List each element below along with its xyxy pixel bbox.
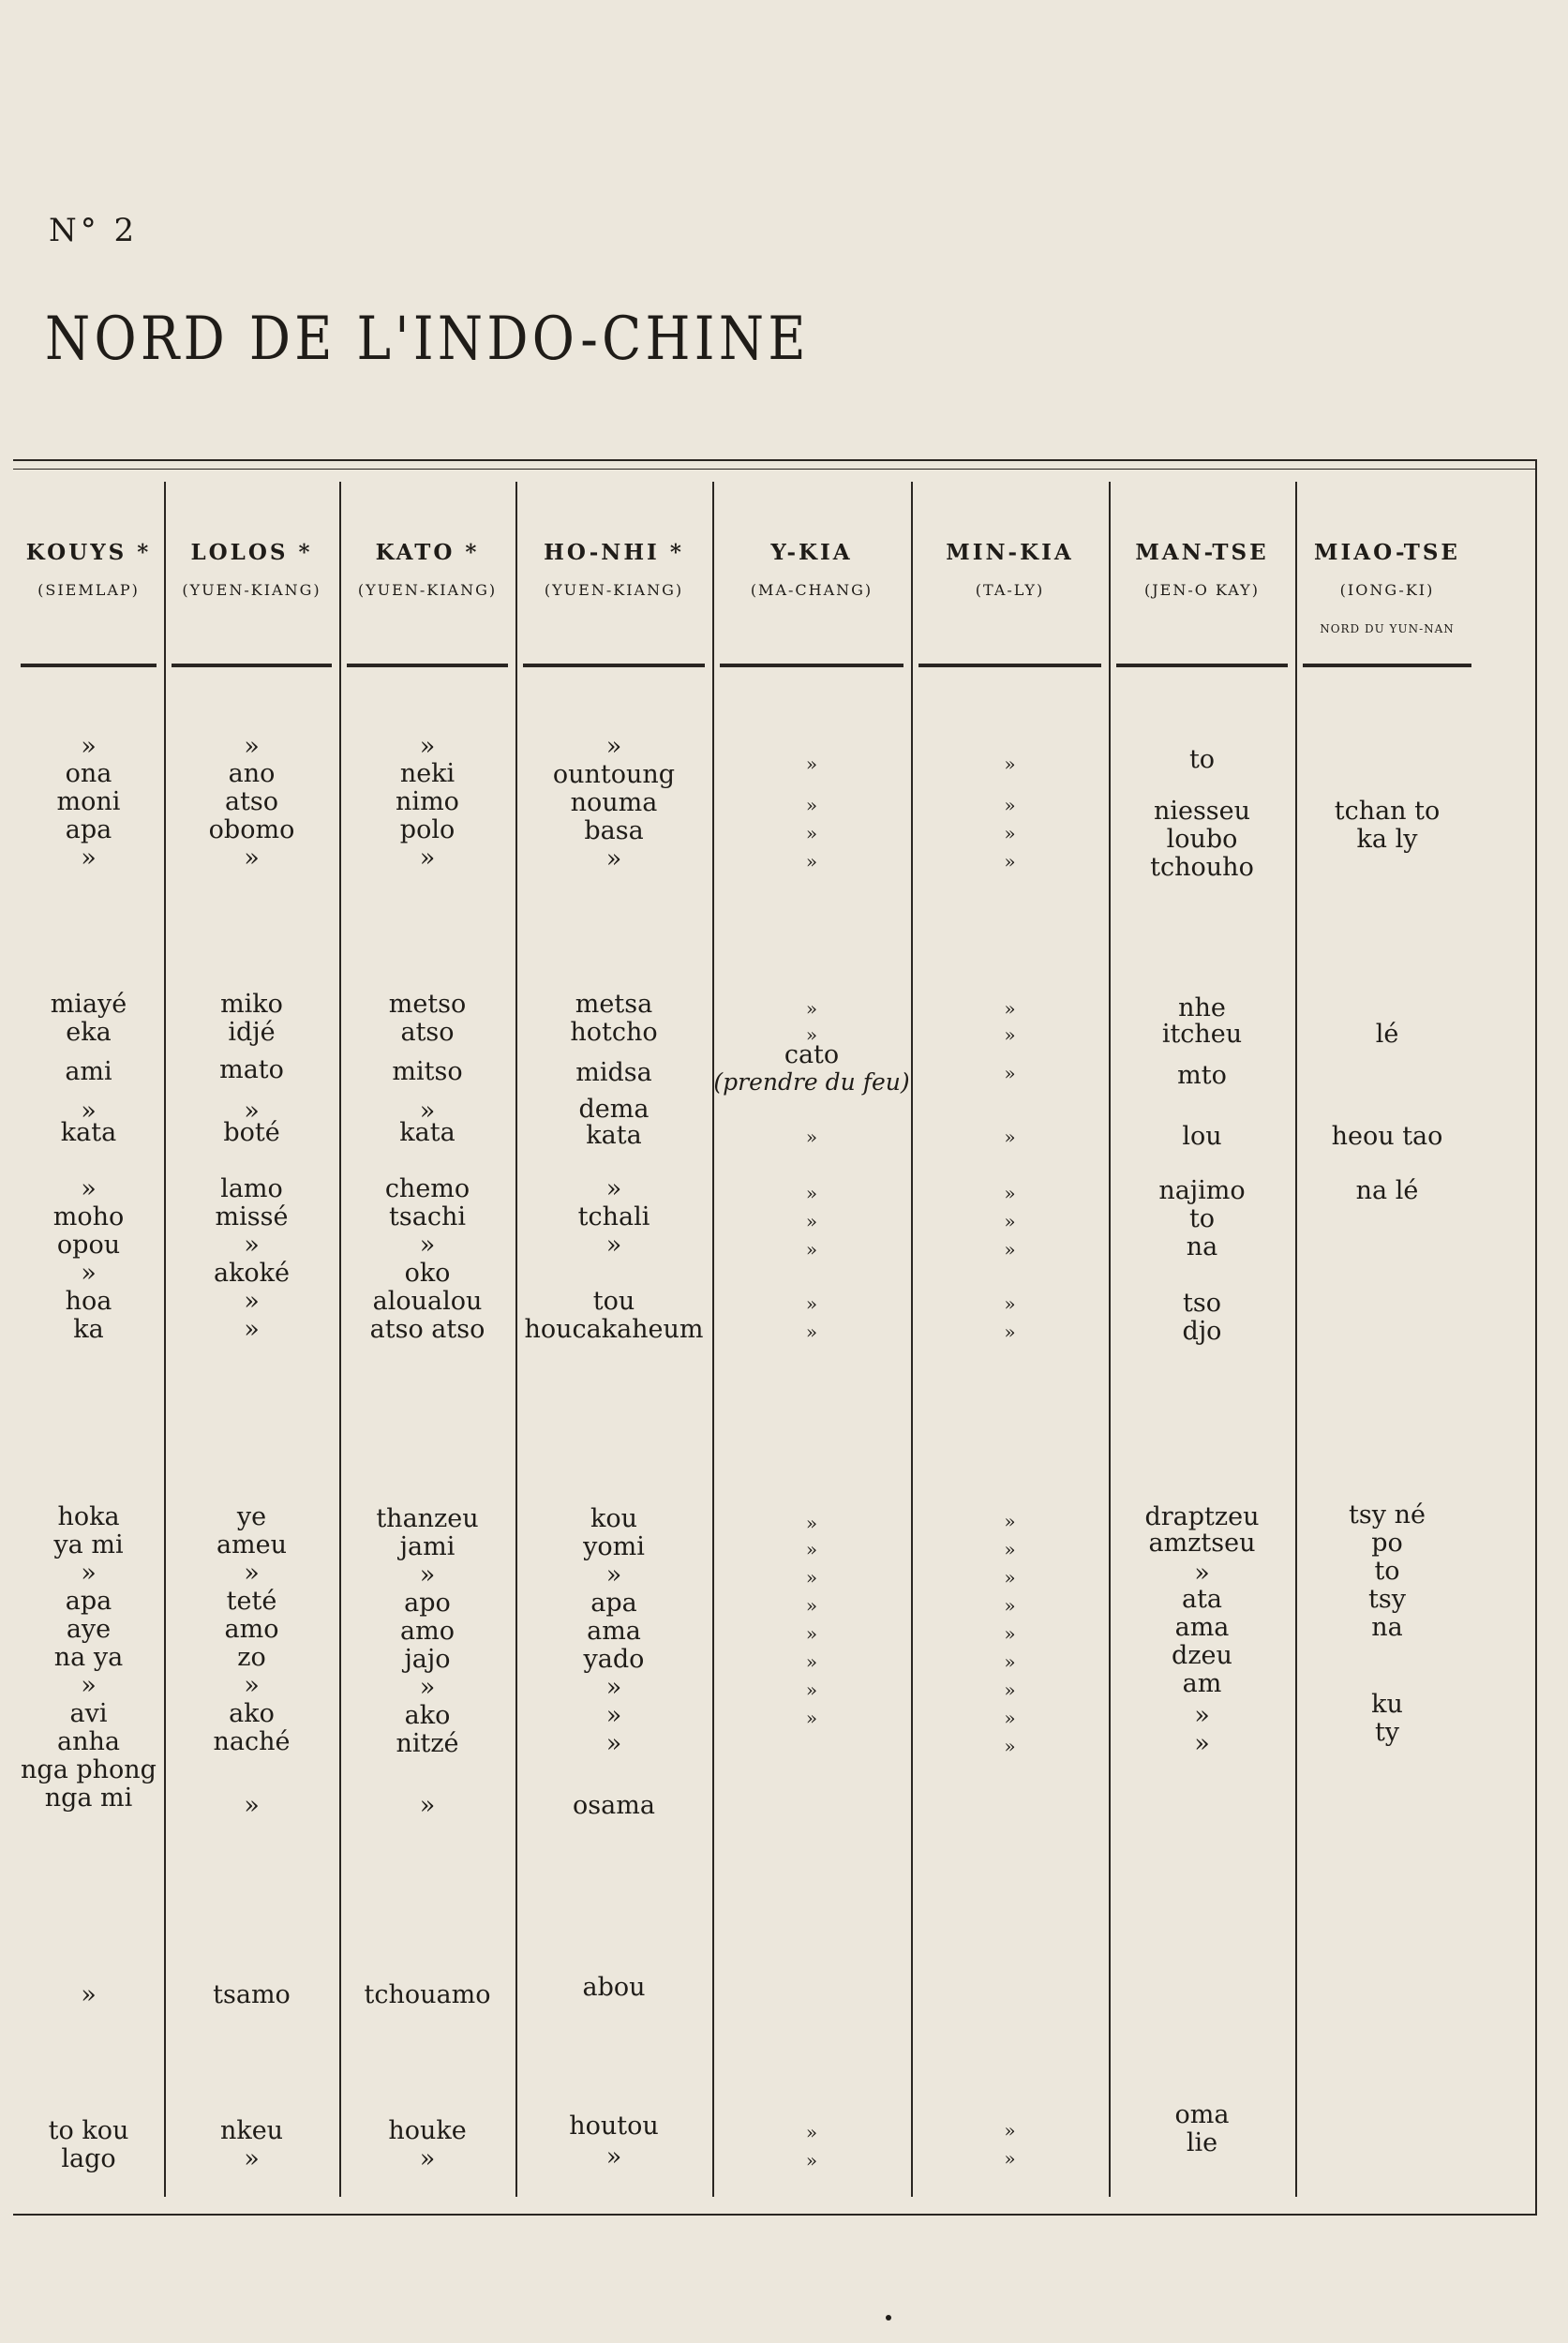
table-cell: heou tao [1331,1122,1443,1151]
table-cell: » [605,2142,622,2171]
column-header [712,482,911,660]
column-header-region: NORD DU YUN-NAN [1320,622,1455,635]
table-cell: obomo [208,815,295,844]
table-cell: akoké [213,1259,291,1288]
table-cell: draptzeu [1144,1502,1260,1531]
table-cell: anha [57,1727,120,1756]
page-number: N° 2 [49,212,139,249]
table-cell: lé [1375,1020,1399,1049]
table-cell: to [1188,1204,1216,1233]
table-cell: houke [388,2116,467,2145]
table-cell: » [419,1673,436,1702]
table-cell: ata [1181,1585,1223,1614]
table-cell: ano [228,759,276,788]
table-cell: nitzé [396,1729,459,1758]
table-cell: to [1188,745,1216,774]
table-cell: mto [1177,1061,1227,1090]
table-cell: tsamo [213,1980,291,2009]
table-cell: oko [404,1259,451,1288]
table-cell: » [1004,1622,1016,1645]
table-cell: metso [388,990,467,1019]
table-cell: hotcho [570,1018,658,1047]
table-cell: nimo [396,787,459,816]
table-cell: » [244,843,260,873]
table-cell: apa [590,1589,637,1618]
table-cell: » [805,1321,818,1343]
table-cell: tchouho [1150,853,1254,882]
table-cell: » [1004,2147,1016,2170]
table-cell: » [419,2144,436,2173]
table-cell: nkeu [219,2116,284,2145]
table-cell: » [244,732,260,761]
column-header [911,482,1109,660]
header-rule [1303,664,1471,667]
table-cell: boté [223,1118,280,1147]
table-cell: zo [237,1643,266,1672]
column-header [339,482,515,660]
table-cell: dema [578,1095,650,1124]
table-cell: osama [573,1791,655,1820]
table-cell: » [1004,794,1016,816]
column-header-name: MAN-TSE [1135,540,1269,565]
table-cell: kata [586,1121,642,1150]
table-cell: ty [1374,1718,1400,1747]
table-cell: na [1371,1613,1403,1642]
table-cell: » [244,1559,260,1588]
table-cell: » [805,822,818,844]
table-cell: nga phong [21,1755,157,1784]
table-cell: » [1004,1292,1016,1315]
table-cell: yado [583,1645,645,1674]
header-rule [1116,664,1288,667]
table-cell: na lé [1355,1176,1419,1205]
table-cell: » [81,1097,97,1126]
table-cell: ameu [216,1530,288,1560]
column-header-name: MIAO-TSE [1314,540,1460,565]
column-header-name: MIN-KIA [946,540,1074,565]
header-rule [21,664,157,667]
table-bottom-rule [13,2214,1537,2216]
table-cell: apa [65,815,112,844]
table-cell: to kou [48,2116,129,2145]
table-cell: mato [219,1055,284,1084]
page-mark [886,2315,891,2321]
table-cell: na ya [53,1643,124,1672]
vocabulary-table [13,459,1537,2216]
table-cell: to [1374,1557,1400,1586]
table-cell: » [1004,1566,1016,1589]
table-cell: ako [229,1699,275,1728]
column-lolos [164,482,341,2197]
table-cell: » [1004,753,1016,775]
table-cell: nga mi [44,1783,133,1813]
column-y-kia [712,482,913,2197]
table-cell: opou [56,1231,121,1260]
table-cell: » [805,794,818,816]
table-cell: tsy né [1349,1500,1426,1530]
table-cell: cato [784,1040,840,1069]
table-cell: » [605,844,622,873]
table-cell: ama [587,1617,641,1646]
table-cell: aye [66,1615,112,1644]
table-cell: lago [61,2144,116,2173]
table-cell: abou [582,1973,646,2002]
table-cell: chemo [384,1174,470,1203]
table-cell: » [81,843,97,873]
column-header-place: (JEN-O KAY) [1144,581,1260,599]
table-cell: » [805,1292,818,1315]
table-cell: » [805,1023,818,1046]
table-cell: ka ly [1356,825,1418,854]
table-cell: » [605,1673,622,1702]
column-header-name: HO-NHI * [544,540,684,565]
table-cell: thanzeu [376,1504,479,1533]
table-cell: djo [1182,1317,1222,1346]
table-cell: » [1004,1023,1016,1046]
table-cell: » [419,1231,436,1260]
table-cell: » [1004,1735,1016,1757]
table-cell: hoka [57,1502,120,1531]
table-cell: tchali [577,1202,650,1231]
table-cell: amo [400,1617,455,1646]
column-header-place: (YUEN-KIANG) [544,581,684,599]
table-cell: » [805,1538,818,1560]
table-cell: » [805,2149,818,2171]
table-cell: jajo [404,1645,451,1674]
table-cell: nhe [1178,993,1226,1022]
table-right-edge [1535,459,1537,2216]
table-cell: lie [1186,2128,1218,2157]
column-header-name: KOUYS * [25,540,152,565]
table-cell: » [1194,1729,1210,1758]
table-cell: » [1004,1510,1016,1532]
header-rule [347,664,508,667]
table-cell: » [805,1650,818,1673]
table-cell: naché [213,1727,291,1756]
table-cell: ami [65,1057,112,1086]
table-cell: » [244,1287,260,1316]
table-cell: amztseu [1148,1529,1256,1558]
table-cell: » [605,732,622,761]
table-cell: ountoung [552,760,676,789]
table-cell: » [805,1210,818,1232]
table-cell: » [805,1126,818,1148]
table-cell: » [805,2121,818,2143]
table-cell: » [605,1231,622,1260]
table-cell: itcheu [1161,1020,1243,1049]
column-header-place: (SIEMLAP) [37,581,140,599]
column-header [164,482,339,660]
table-cell: midsa [575,1058,652,1087]
table-cell: » [805,753,818,775]
table-cell: lamo [220,1174,283,1203]
column-man-tse [1109,482,1297,2197]
table-cell: ona [65,759,112,788]
table-cell: idjé [228,1018,276,1047]
table-cell: » [1194,1559,1210,1588]
table-cell: apa [65,1587,112,1616]
column-header-name: Y-KIA [770,540,853,565]
table-cell: teté [226,1587,277,1616]
table-cell: » [81,1980,97,2009]
table-cell: na [1186,1232,1218,1261]
table-cell: tsy [1368,1585,1406,1614]
table-cell: » [605,1174,622,1203]
table-cell: » [605,1701,622,1730]
header-rule [523,664,705,667]
table-cell: mitso [392,1057,463,1086]
table-cell: nouma [570,788,658,817]
table-cell: » [1004,1238,1016,1261]
column-miao-tse [1295,482,1479,2197]
table-cell: kata [399,1118,455,1147]
table-cell: » [1004,997,1016,1020]
table-cell: » [81,732,97,761]
table-cell: jami [399,1532,455,1561]
table-cell: dzeu [1172,1641,1232,1670]
table-cell: » [244,2144,260,2173]
column-header-place: (MA-CHANG) [750,581,874,599]
table-cell: » [1004,1679,1016,1701]
table-cell: » [805,1622,818,1645]
table-cell: » [244,1231,260,1260]
column-min-kia [911,482,1111,2197]
table-cell: po [1371,1529,1403,1558]
header-rule [172,664,332,667]
table-cell: neki [399,759,455,788]
table-cell: houcakaheum [524,1315,704,1344]
table-cell: hoa [65,1287,112,1316]
table-cell: kou [590,1504,637,1533]
table-cell: » [419,1791,436,1820]
table-cell: » [244,1097,260,1126]
table-cell: moho [52,1202,125,1231]
table-cell: » [81,1671,97,1700]
table-cell: » [81,1559,97,1588]
column-header-place: (IONG-KI) [1339,581,1435,599]
table-cell: » [81,1259,97,1288]
table-cell: najimo [1158,1176,1246,1205]
page-title: NORD DE L'INDO-CHINE [45,305,810,374]
table-cell: » [1004,822,1016,844]
table-cell: avi [69,1699,108,1728]
table-cell: » [419,843,436,873]
table-cell: » [1004,1210,1016,1232]
column-header-place: (TA-LY) [975,581,1045,599]
table-cell: » [1004,1707,1016,1729]
table-cell: » [1004,1650,1016,1673]
table-cell: ama [1174,1613,1230,1642]
table-cell: polo [399,815,455,844]
table-cell: houtou [569,2112,659,2141]
table-cell: ya mi [53,1530,124,1560]
table-cell: » [1004,1321,1016,1343]
table-cell: basa [584,816,644,845]
column-kato [339,482,517,2197]
table-cell: aloualou [372,1287,483,1316]
table-cell: apo [404,1589,451,1618]
table-cell: » [244,1671,260,1700]
table-cell: » [81,1174,97,1203]
table-cell: » [805,1238,818,1261]
header-rule [720,664,903,667]
table-cell: » [805,1566,818,1589]
table-top-rule-inner [13,469,1537,470]
table-cell: ku [1371,1690,1403,1719]
table-cell: » [805,1512,818,1534]
table-cell: » [1194,1701,1210,1730]
column-header [13,482,164,660]
table-cell: am [1182,1669,1222,1698]
table-cell: kata [60,1118,117,1147]
column-header-name: KATO * [375,540,480,565]
column-kouys [13,482,166,2197]
table-cell: » [805,1594,818,1617]
table-cell: » [805,997,818,1020]
column-header [515,482,712,660]
column-header-place: (YUEN-KIANG) [357,581,498,599]
table-cell: » [244,1791,260,1820]
table-cell-note: (prendre du feu) [713,1068,910,1096]
table-cell: niesseu [1153,797,1251,826]
table-cell: » [605,1729,622,1758]
table-cell: » [1004,1062,1016,1084]
table-cell: » [805,1707,818,1729]
column-header [1295,482,1479,660]
table-cell: atso atso [369,1315,485,1344]
table-cell: yomi [583,1532,645,1561]
table-cell: » [1004,1126,1016,1148]
table-cell: amo [224,1615,279,1644]
table-cell: tchouamo [364,1980,491,2009]
table-cell: ye [236,1502,267,1531]
table-cell: tsachi [389,1202,466,1231]
table-cell: » [419,732,436,761]
table-cell: oma [1174,2100,1230,2129]
table-cell: miayé [50,990,127,1019]
table-cell: tso [1183,1289,1221,1318]
table-cell: » [1004,1538,1016,1560]
column-header-place: (YUEN-KIANG) [182,581,321,599]
table-cell: ka [73,1315,104,1344]
table-cell: » [805,1679,818,1701]
table-cell: tchan to [1334,797,1441,826]
table-cell: » [1004,1182,1016,1204]
table-top-rule [13,459,1537,461]
table-cell: atso [400,1018,455,1047]
column-header-name: LOLOS * [190,540,313,565]
table-cell: » [1004,2119,1016,2142]
column-ho-nhi [515,482,714,2197]
table-cell: » [805,1182,818,1204]
table-cell: missé [215,1202,289,1231]
table-cell: moni [56,787,121,816]
table-cell: » [244,1315,260,1344]
table-cell: » [805,850,818,873]
table-cell: loubo [1166,825,1238,854]
table-cell: eka [66,1018,112,1047]
table-cell: » [419,1560,436,1589]
table-cell: ako [404,1701,451,1730]
header-rule [918,664,1101,667]
table-cell: atso [224,787,279,816]
column-header [1109,482,1295,660]
table-cell: metsa [575,990,653,1019]
table-cell: tou [592,1287,635,1316]
table-cell: » [1004,1594,1016,1617]
table-cell: » [419,1097,436,1126]
table-cell: » [1004,850,1016,873]
table-cell: » [605,1560,622,1589]
table-cell: miko [220,990,283,1019]
table-cell: lou [1182,1122,1222,1151]
